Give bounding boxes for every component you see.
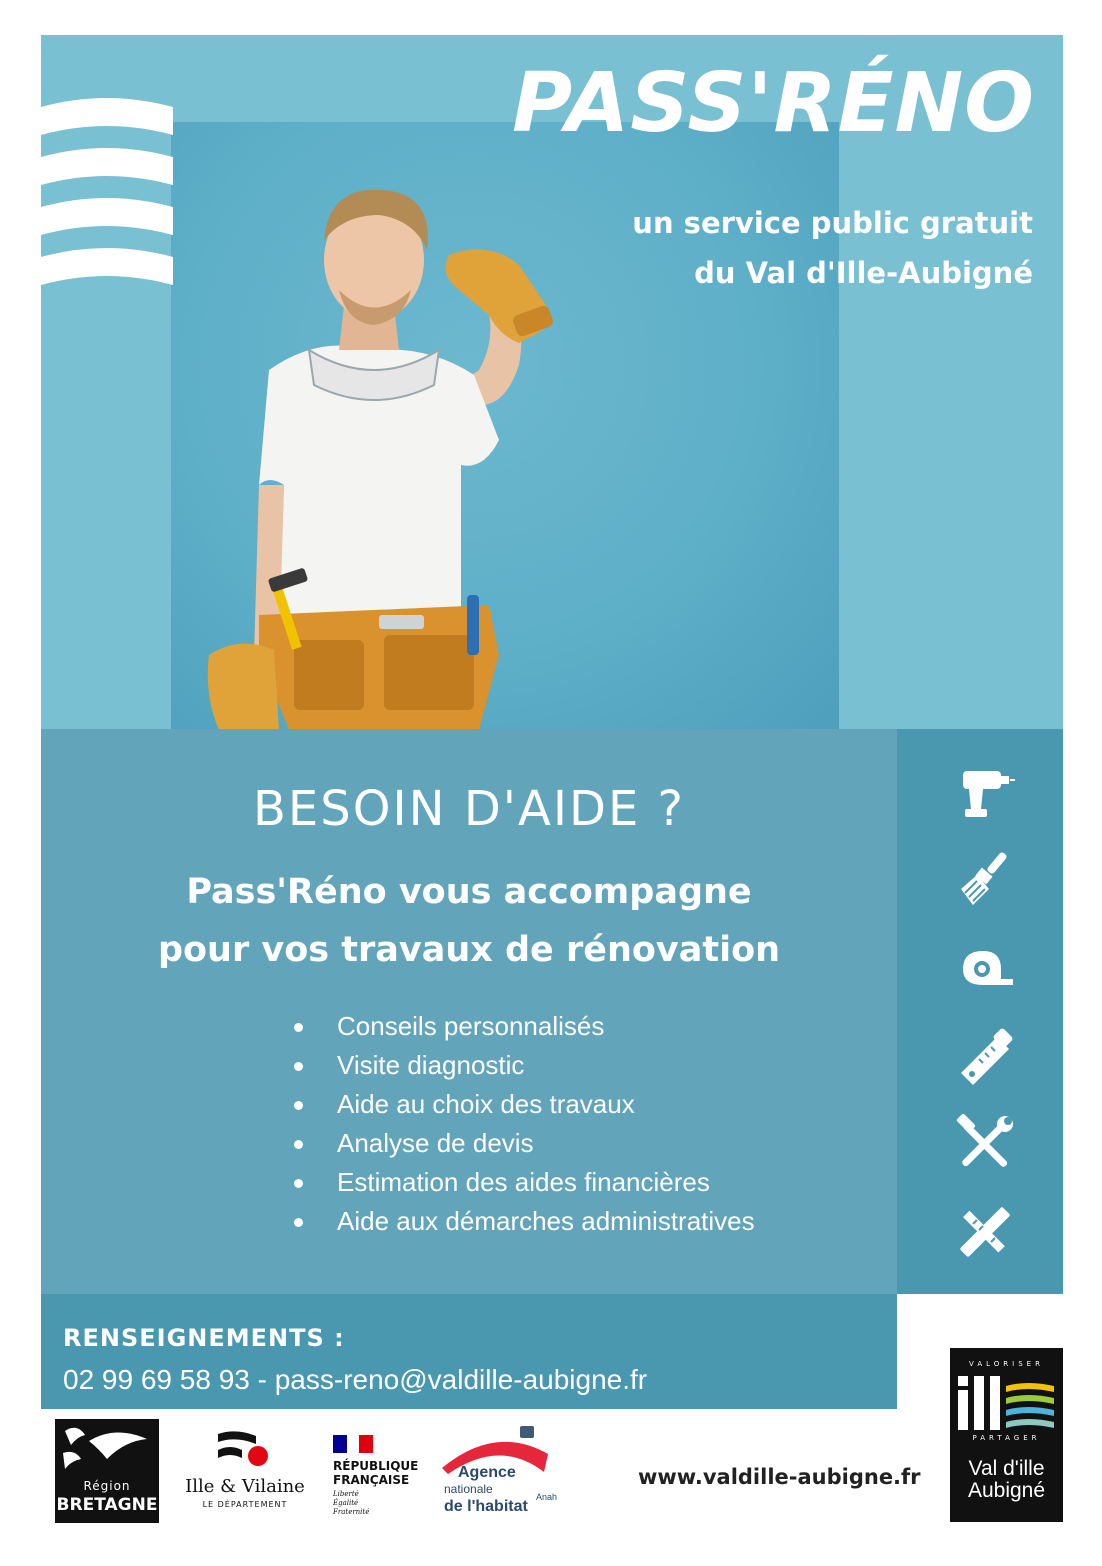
rf-motto: Égalité (333, 1499, 359, 1507)
tools-column (897, 729, 1063, 1294)
anah-line1: Agence (458, 1464, 516, 1481)
ermine-icon (55, 1419, 159, 1479)
list-item: Aide aux démarches administratives (281, 1202, 755, 1241)
saw-icon (955, 1027, 1015, 1087)
department-sub: LE DÉPARTEMENT (202, 1500, 288, 1509)
val-name-line2: Aubigné (967, 1479, 1046, 1502)
list-item: Visite diagnostic (281, 1046, 755, 1085)
anah-line3: de l'habitat (444, 1498, 528, 1515)
help-section (41, 729, 897, 1294)
list-item: Analyse de devis (281, 1124, 755, 1163)
subheading-line: Pass'Réno vous accompagne (186, 872, 752, 912)
department-name: Ille & Vilaine (185, 1476, 305, 1497)
department-emblem-icon (216, 1428, 272, 1472)
val-mid-label: PARTAGER (972, 1434, 1041, 1442)
page-title: PASS'RÉNO (512, 56, 1035, 151)
help-subheading (41, 863, 897, 979)
marianne-icon (333, 1435, 373, 1453)
rf-line2: FRANÇAISE (333, 1473, 410, 1487)
region-bretagne-logo (55, 1419, 159, 1523)
pencil-ruler-icon (955, 1202, 1015, 1262)
anah-logo (440, 1424, 560, 1524)
val-ille-aubigne-logo (950, 1348, 1063, 1522)
ille-et-vilaine-logo (180, 1428, 310, 1518)
anah-tag: Anah (536, 1492, 558, 1502)
list-item: Aide au choix des travaux (281, 1085, 755, 1124)
ille-wordmark-icon (958, 1372, 1056, 1430)
anah-line2: nationale (444, 1482, 493, 1496)
paintbrush-icon (955, 849, 1015, 909)
worker-photo (199, 185, 569, 729)
hammer-wrench-icon (955, 1114, 1015, 1174)
rf-motto: Fraternité (333, 1508, 370, 1516)
hero-banner (41, 35, 1063, 729)
subtitle-line: un service public gratuit (632, 206, 1033, 240)
tape-measure-icon (955, 939, 1015, 999)
rf-motto: Liberté (333, 1490, 359, 1498)
list-item: Estimation des aides financières (281, 1163, 755, 1202)
website-link[interactable]: www.valdille-aubigne.fr (638, 1465, 921, 1489)
rf-line1: RÉPUBLIQUE (333, 1459, 419, 1473)
contact-bar (41, 1294, 897, 1409)
hero-subtitle (632, 198, 1033, 298)
val-name-line1: Val d'ille (968, 1457, 1045, 1480)
subheading-line: pour vos travaux de rénovation (157, 930, 781, 970)
region-name: BRETAGNE (56, 1495, 158, 1515)
wave-decoration-icon (41, 95, 173, 295)
republique-francaise-logo (333, 1435, 433, 1525)
list-item: Conseils personnalisés (281, 1007, 755, 1046)
subtitle-line: du Val d'Ille-Aubigné (694, 256, 1033, 290)
contact-details[interactable]: 02 99 69 58 93 - pass-reno@valdille-aubigne.fr (63, 1364, 648, 1395)
contact-label: RENSEIGNEMENTS : (63, 1324, 345, 1352)
help-heading: BESOIN D'AIDE ? (253, 781, 685, 837)
val-top-label: VALORISER (969, 1360, 1044, 1368)
region-small-label: Région (83, 1479, 131, 1493)
drill-icon (955, 761, 1015, 821)
services-list (281, 1007, 755, 1241)
